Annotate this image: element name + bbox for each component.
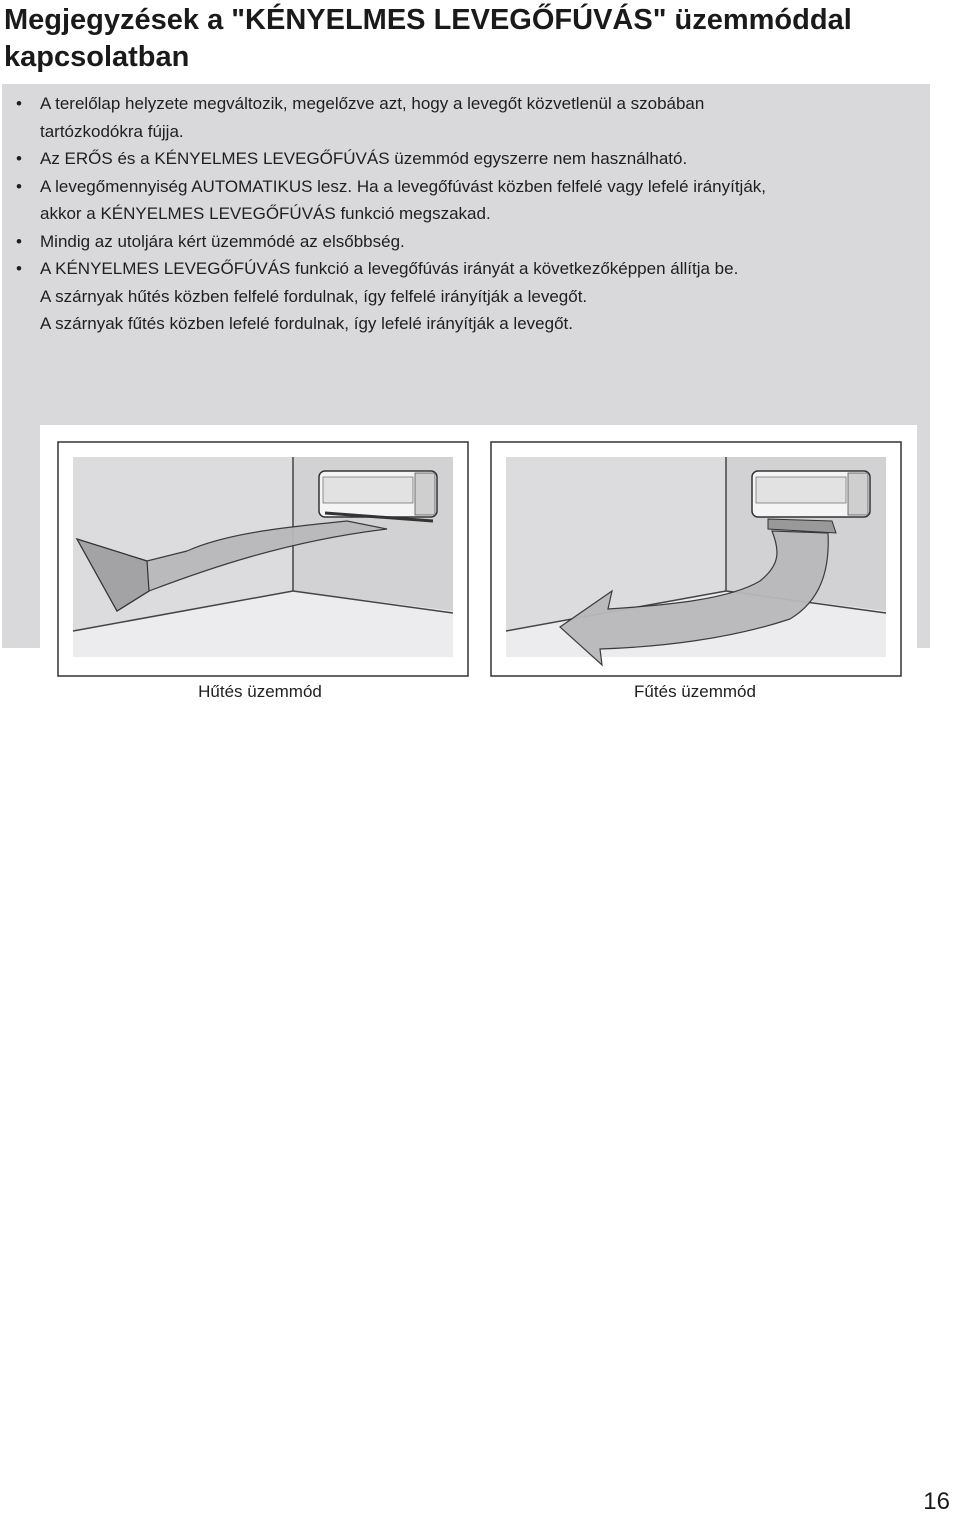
note-line: Az ERŐS és a KÉNYELMES LEVEGŐFÚVÁS üzemmód egyszerre nem használható. bbox=[40, 149, 688, 168]
notes-box bbox=[2, 84, 930, 701]
note-line: tartózkodókra fújja. bbox=[40, 121, 184, 141]
bullet: • bbox=[16, 94, 22, 113]
list-item bbox=[2, 255, 922, 338]
note-line: akkor a KÉNYELMES LEVEGŐFÚVÁS funkció megszakad. bbox=[40, 204, 491, 223]
note-line: A szárnyak fűtés közben lefelé fordulnak, így lefelé irányítják a levegőt. bbox=[40, 314, 573, 333]
heating-mode-illustration bbox=[490, 441, 902, 677]
note-line: Mindig az utoljára kért üzemmódé az elsőbbség. bbox=[40, 231, 405, 251]
notes-list bbox=[2, 90, 922, 338]
list-item bbox=[2, 90, 922, 145]
note-line: A KÉNYELMES LEVEGŐFÚVÁS funkció a levegőfúvás irányát a következőképpen állítja be. bbox=[40, 259, 739, 278]
list-item bbox=[2, 173, 922, 228]
list-item bbox=[2, 228, 922, 256]
list-item bbox=[2, 145, 922, 173]
cooling-mode-caption: Hűtés üzemmód bbox=[198, 682, 322, 701]
bullet: • bbox=[16, 231, 22, 251]
page-title: Megjegyzések a "KÉNYELMES LEVEGŐFÚVÁS" üzemmóddal kapcsolatban bbox=[4, 4, 852, 73]
figure-panel bbox=[40, 425, 917, 723]
cooling-mode-illustration bbox=[57, 441, 469, 677]
bullet: • bbox=[16, 176, 22, 196]
bullet: • bbox=[16, 149, 22, 168]
page-number: 16 bbox=[923, 1488, 950, 1515]
heating-mode-caption: Fűtés üzemmód bbox=[634, 682, 756, 701]
note-line: A levegőmennyiség AUTOMATIKUS lesz. Ha a levegőfúvást közben felfelé vagy lefelé irányítják, bbox=[40, 176, 767, 196]
note-line: A szárnyak hűtés közben felfelé fordulnak, így felfelé irányítják a levegőt. bbox=[40, 286, 588, 306]
note-line: A terelőlap helyzete megváltozik, megelőzve azt, hogy a levegőt közvetlenül a szobában bbox=[40, 94, 705, 113]
bullet: • bbox=[16, 259, 22, 278]
